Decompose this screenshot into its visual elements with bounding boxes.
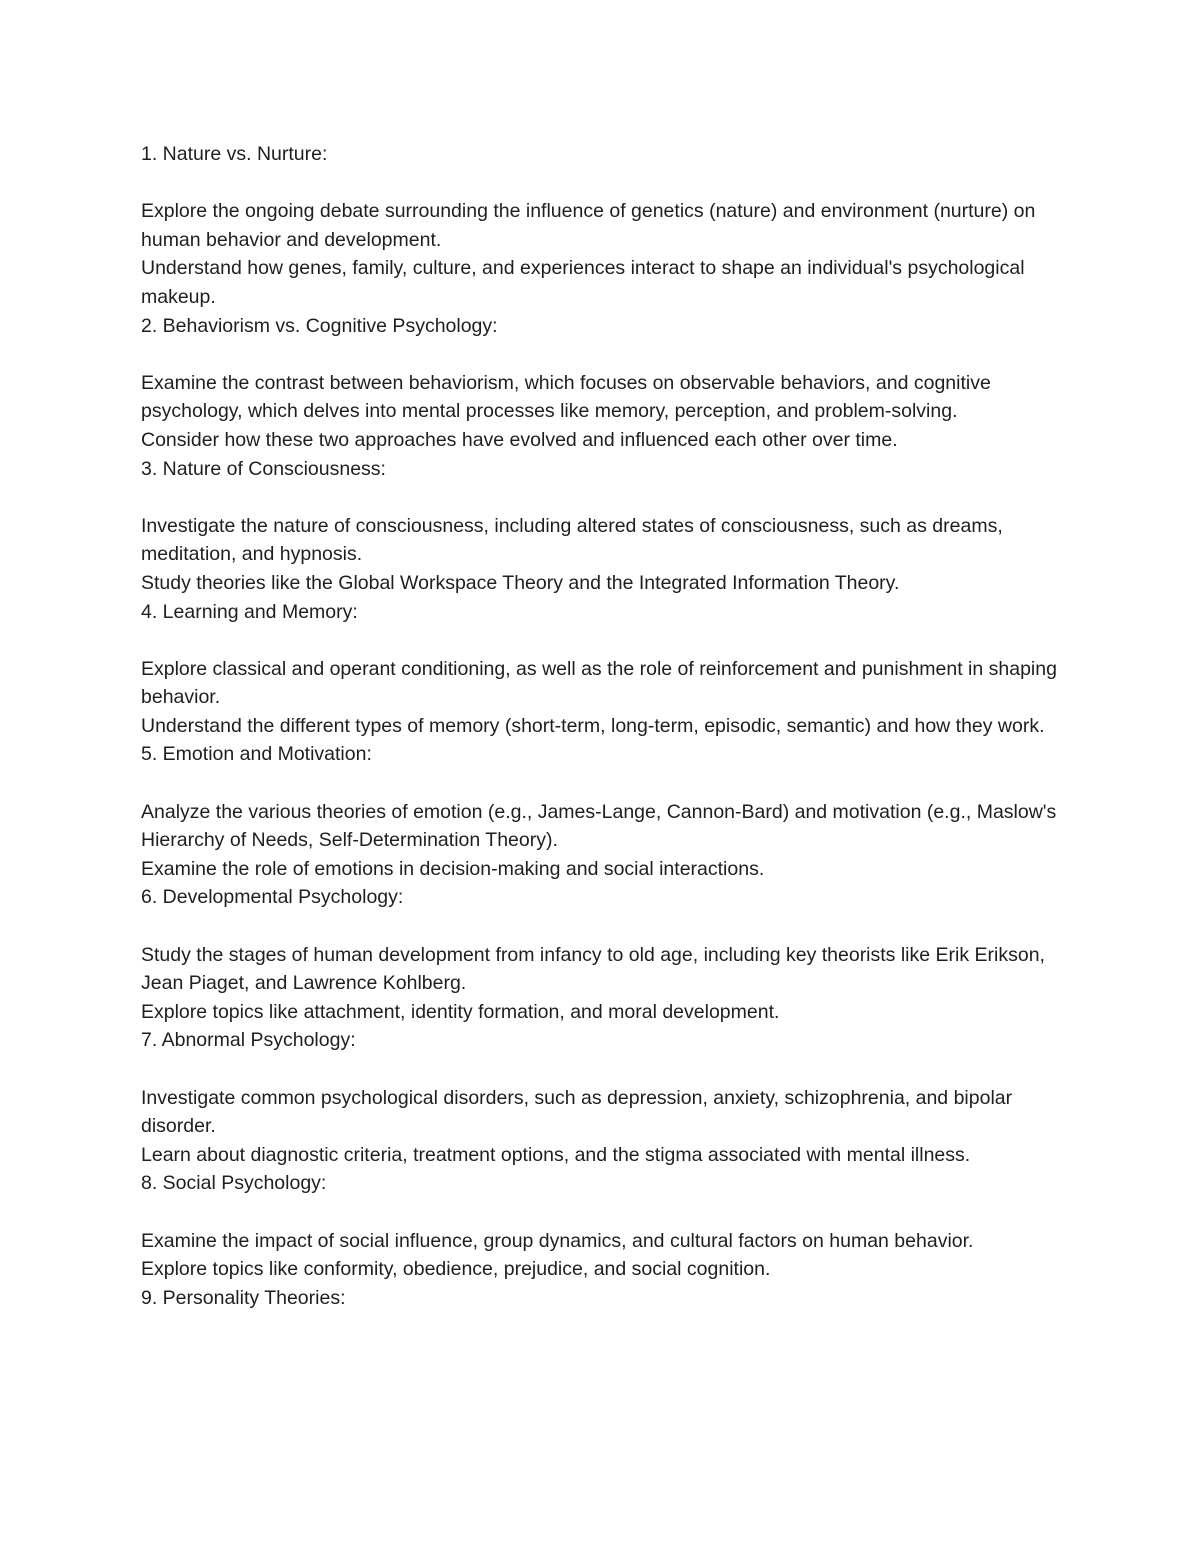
section-7-paragraph-2: Learn about diagnostic criteria, treatment options, and the stigma associated with mental illness. <box>141 1143 971 1166</box>
section-heading-3: 3. Nature of Consciousness: <box>141 457 386 480</box>
blank-line <box>141 1198 1071 1227</box>
section-heading-7: 7. Abnormal Psychology: <box>141 1029 356 1052</box>
section-8-paragraph-1: Examine the impact of social influence, group dynamics, and cultural factors on human behavior. <box>141 1229 974 1252</box>
blank-line <box>141 769 1071 798</box>
section-5-paragraph-2: Examine the role of emotions in decision-making and social interactions. <box>141 857 765 880</box>
section-4-paragraph-1: Explore classical and operant conditioning, as well as the role of reinforcement and punishment in shaping behavior. <box>141 657 1057 709</box>
section-heading-5: 5. Emotion and Motivation: <box>141 743 372 766</box>
section-heading-4: 4. Learning and Memory: <box>141 600 358 623</box>
section-6-paragraph-2: Explore topics like attachment, identity formation, and moral development. <box>141 1000 780 1023</box>
blank-line <box>141 483 1071 512</box>
blank-line <box>141 1055 1071 1084</box>
blank-line <box>141 340 1071 369</box>
section-heading-9: 9. Personality Theories: <box>141 1286 346 1309</box>
section-7-paragraph-1: Investigate common psychological disorders, such as depression, anxiety, schizophrenia, and bipolar disorder. <box>141 1086 1013 1138</box>
section-2-paragraph-1: Examine the contrast between behaviorism, which focuses on observable behaviors, and cognitive psychology, which delves into mental processes like memory, perception, and problem-solving. <box>141 371 991 423</box>
blank-line <box>141 626 1071 655</box>
section-heading-8: 8. Social Psychology: <box>141 1172 327 1195</box>
section-2-paragraph-2: Consider how these two approaches have evolved and influenced each other over time. <box>141 428 898 451</box>
section-1-paragraph-2: Understand how genes, family, culture, and experiences interact to shape an individual's psychological makeup. <box>141 257 1025 308</box>
section-4-paragraph-2: Understand the different types of memory (short-term, long-term, episodic, semantic) and how they work. <box>141 714 1045 737</box>
section-6-paragraph-1: Study the stages of human development from infancy to old age, including key theorists like Erik Erikson, Jean Piaget, and Lawrence Kohlberg. <box>141 943 1045 995</box>
section-5-paragraph-1: Analyze the various theories of emotion (e.g., James-Lange, Cannon-Bard) and motivation (e.g., Maslow's Hierarchy of Needs, Self-Determination Theory). <box>141 800 1057 852</box>
blank-line <box>141 169 1071 198</box>
section-heading-6: 6. Developmental Psychology: <box>141 886 404 909</box>
section-1-paragraph-1: Explore the ongoing debate surrounding the influence of genetics (nature) and environment (nurture) on human behavior and development. <box>141 200 1036 251</box>
document-body <box>141 140 1071 1312</box>
section-8-paragraph-2: Explore topics like conformity, obedience, prejudice, and social cognition. <box>141 1258 771 1281</box>
section-3-paragraph-1: Investigate the nature of consciousness, including altered states of consciousness, such as dreams, meditation, and hypnosis. <box>141 514 1003 566</box>
blank-line <box>141 912 1071 941</box>
section-heading-1: 1. Nature vs. Nurture: <box>141 143 328 165</box>
section-3-paragraph-2: Study theories like the Global Workspace Theory and the Integrated Information Theory. <box>141 571 900 594</box>
section-heading-2: 2. Behaviorism vs. Cognitive Psychology: <box>141 314 498 337</box>
